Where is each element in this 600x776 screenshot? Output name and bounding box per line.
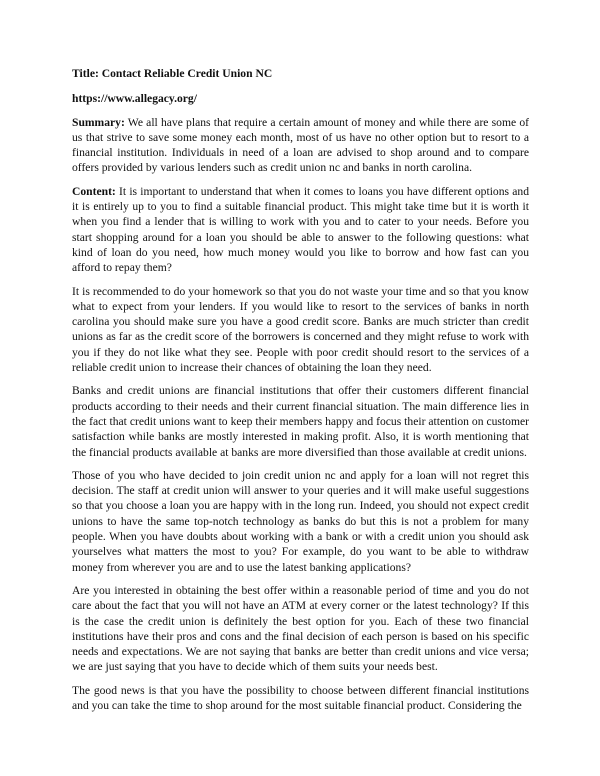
summary-label: Summary: [72,115,125,129]
summary-paragraph [72,115,529,176]
body-paragraph: The good news is that you have the possibility to choose between different financial institutions and you can take the time to shop around for the most suitable financial product. Considering the [72,683,529,712]
content-label: Content: [72,184,116,198]
body-paragraph: It is recommended to do your homework so that you do not waste your time and so that you know what to expect from your lenders. If you would like to resort to the services of banks in north carolina you should make sure you have a good credit score. Banks are much stricter than credit unions as far as the credit score of the borrowers is concerned and they might refuse to work with you if they do not like what they see. People with poor credit should resort to the services of a reliable credit union to increase their chances of obtaining the loan they need. [72,284,529,375]
content-paragraph [72,184,529,276]
body-paragraph: Those of you who have decided to join credit union nc and apply for a loan will not regret this decision. The staff at credit union will answer to your queries and it will make useful suggestions so that you choose a loan you are happy with in the long run. Indeed, you should not expect credit unions to have the same top-notch technology as banks do but this is not a problem for many people. When you have doubts about working with a bank or with a credit union you should ask yourselves what matters the most to you? For example, do you want to be able to withdraw money from wherever you are and to use the latest banking applications? [72,468,529,574]
summary-text: We all have plans that require a certain amount of money and while there are some of us that strive to save some money each month, most of us have no other option but to resort to a financial institution. Individuals in need of a loan are advised to shop around and to compare offers provided by various lenders such as credit union nc and banks in north carolina. [72,115,529,175]
document-page [72,62,529,762]
body-paragraph: Banks and credit unions are financial institutions that offer their customers different financial products according to their needs and their current financial situation. The main difference lies in the fact that credit unions want to keep their members happy and focus their attention on customer satisfaction while banks are mostly interested in making profit. Also, it is worth mentioning that the financial products available at banks are more diversified than those available at credit unions. [72,384,529,459]
body-paragraph: Are you interested in obtaining the best offer within a reasonable period of time and you do not care about the fact that you will not have an ATM at every corner or the latest technology? If this is the case the credit union is definitely the best option for you. Each of these two financial institutions have their pros and cons and the final decision of each person is based on his specific needs and expectations. We are not saying that banks are better than credit unions and vice versa; we are just saying that you have to decide which of them suits your needs best. [72,583,529,674]
document-title: Title: Contact Reliable Credit Union NC [72,67,273,80]
content-text: It is important to understand that when it comes to loans you have different options and it is entirely up to you to find a suitable financial product. This might take time but it is worth it when you find a lender that is willing to work with you and to cater to your needs. Before you start shopping around for a loan you should be able to answer to the following questions: what kind of loan do you need, how much money would you like to borrow and how fast can you afford to repay them? [72,184,529,275]
document-url: https://www.allegacy.org/ [72,92,197,106]
